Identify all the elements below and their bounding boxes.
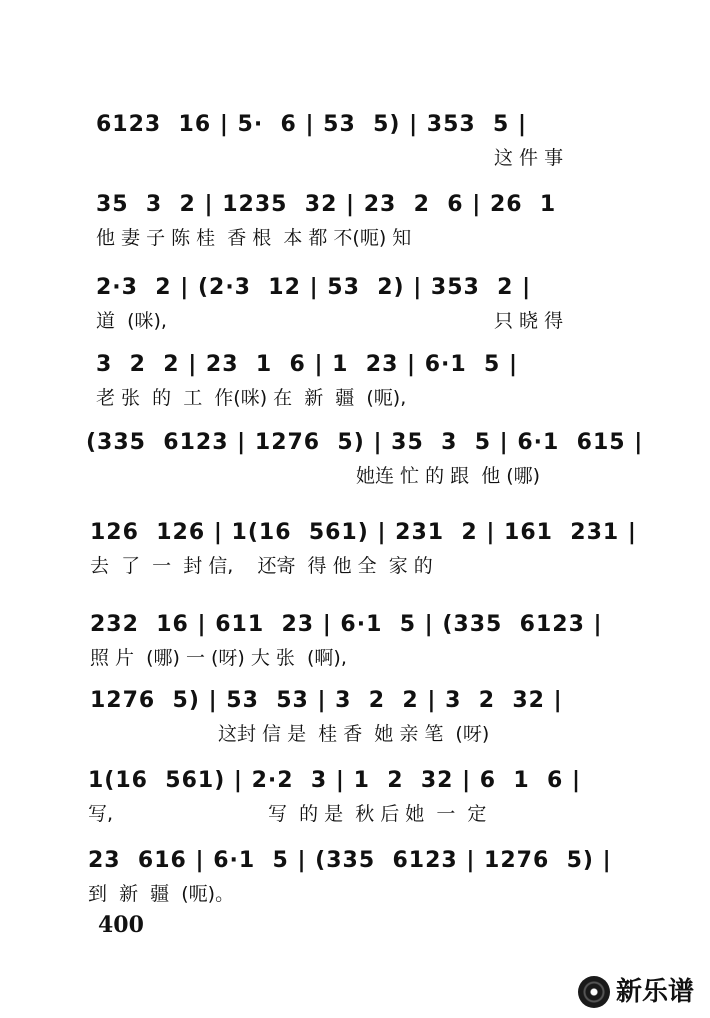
lyric-line: 这封 信 是 桂 香 她 亲 笔 (呀)	[218, 723, 490, 745]
lyric-line-left: 写,	[88, 803, 114, 825]
notation-line: 1276 5) | 53 53 | 3 2 2 | 3 2 32 |	[90, 688, 563, 713]
page-number: 400	[98, 912, 144, 938]
lyric-line: 她连 忙 的 跟 他 (哪)	[356, 465, 541, 487]
notation-line: 23 616 | 6·1 5 | (335 6123 | 1276 5) |	[88, 848, 612, 873]
lyric-line: 这 件 事	[494, 147, 564, 169]
notation-line: 232 16 | 611 23 | 6·1 5 | (335 6123 |	[90, 612, 603, 637]
lyric-line: 老 张 的 工 作(咪) 在 新 疆 (呃),	[96, 387, 407, 409]
notation-line: 2·3 2 | (2·3 12 | 53 2) | 353 2 |	[96, 275, 532, 300]
notation-line: 35 3 2 | 1235 32 | 23 2 6 | 26 1	[96, 192, 557, 217]
notation-line: (335 6123 | 1276 5) | 35 3 5 | 6·1 615 |	[86, 430, 644, 455]
lyric-line: 到 新 疆 (呃)。	[88, 883, 235, 905]
lyric-line: 去 了 一 封 信, 还寄 得 他 全 家 的	[90, 555, 433, 577]
notation-line: 3 2 2 | 23 1 6 | 1 23 | 6·1 5 |	[96, 352, 519, 377]
notation-line: 126 126 | 1(16 561) | 231 2 | 161 231 |	[90, 520, 637, 545]
lyric-line: 照 片 (哪) 一 (呀) 大 张 (啊),	[90, 647, 347, 669]
record-disc-icon	[578, 976, 610, 1008]
lyric-line-right: 只 晓 得	[494, 310, 564, 332]
lyric-line-right: 写 的 是 秋 后 她 一 定	[268, 803, 487, 825]
logo-text: 新乐谱	[616, 977, 695, 1007]
lyric-line: 他 妻 子 陈 桂 香 根 本 都 不(呃) 知	[96, 227, 412, 249]
notation-line: 1(16 561) | 2·2 3 | 1 2 32 | 6 1 6 |	[88, 768, 582, 793]
lyric-line-left: 道 (咪),	[96, 310, 167, 332]
notation-line: 6123 16 | 5· 6 | 53 5) | 353 5 |	[96, 112, 528, 137]
